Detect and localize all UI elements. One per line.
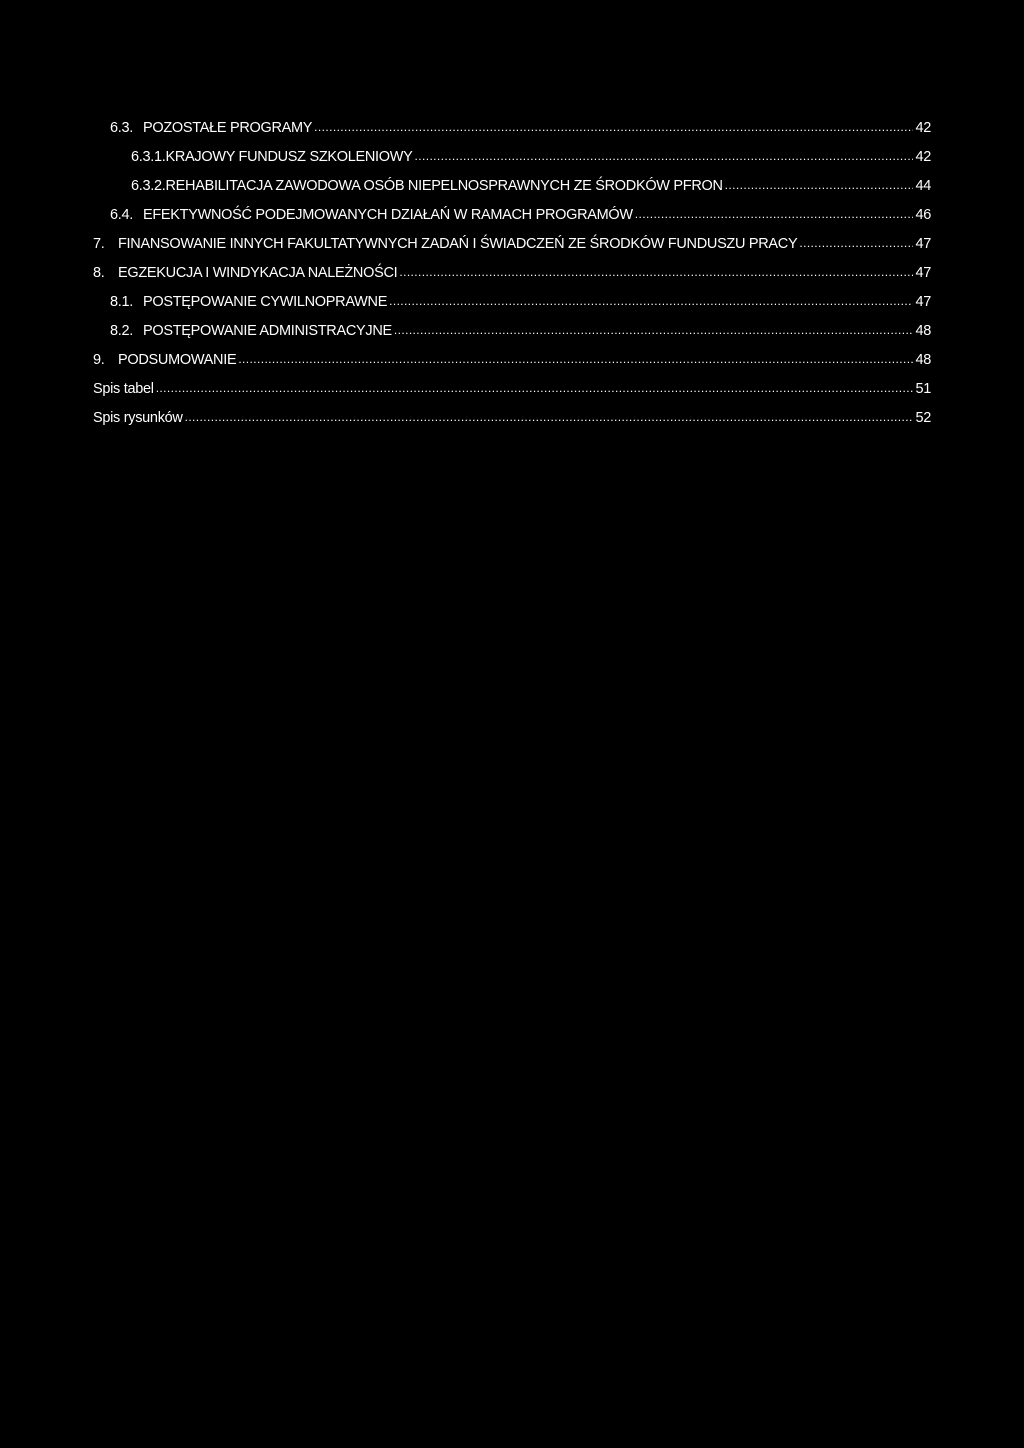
toc-entry-title: POSTĘPOWANIE CYWILNOPRAWNE <box>143 294 388 310</box>
toc-entry-9[interactable] <box>93 352 931 381</box>
toc-entry-spis-tabel[interactable] <box>93 381 931 410</box>
toc-entry-page: 48 <box>915 352 931 368</box>
toc-entry-page: 47 <box>915 236 931 252</box>
toc-entry-page: 48 <box>915 323 931 339</box>
toc-entry-title: POZOSTAŁE PROGRAMY <box>143 120 313 136</box>
toc-entry-page: 51 <box>915 381 931 397</box>
toc-entry-number: 8. <box>93 265 105 281</box>
toc-entry-title: EFEKTYWNOŚĆ PODEJMOWANYCH DZIAŁAŃ W RAMACH PROGRAMÓW <box>143 207 633 223</box>
table-of-contents <box>93 120 931 439</box>
toc-entry-number: 8.2. <box>110 323 133 339</box>
toc-dot-leader <box>394 322 914 338</box>
toc-entry-title: Spis rysunków <box>93 410 183 426</box>
toc-dot-leader <box>725 177 914 193</box>
toc-dot-leader <box>238 351 913 367</box>
toc-dot-leader <box>314 119 913 135</box>
toc-dot-leader <box>415 148 914 164</box>
toc-entry-6-4[interactable] <box>93 207 931 236</box>
toc-entry-number: 7. <box>93 236 105 252</box>
toc-entry-6-3-2[interactable] <box>93 178 931 207</box>
toc-entry-number: 6.3.1. <box>131 149 166 165</box>
toc-dot-leader <box>185 409 914 425</box>
toc-entry-number: 8.1. <box>110 294 133 310</box>
toc-entry-title: Spis tabel <box>93 381 154 397</box>
toc-entry-title: KRAJOWY FUNDUSZ SZKOLENIOWY <box>165 149 413 165</box>
toc-entry-title: REHABILITACJA ZAWODOWA OSÓB NIEPELNOSPRAWNYCH ZE ŚRODKÓW PFRON <box>165 178 723 194</box>
toc-entry-7[interactable] <box>93 236 931 265</box>
toc-entry-page: 46 <box>915 207 931 223</box>
toc-entry-6-3[interactable] <box>93 120 931 149</box>
toc-entry-page: 44 <box>915 178 931 194</box>
toc-entry-8-2[interactable] <box>93 323 931 352</box>
toc-entry-page: 47 <box>915 294 931 310</box>
toc-dot-leader <box>799 235 913 251</box>
toc-dot-leader <box>399 264 913 280</box>
toc-entry-page: 42 <box>915 120 931 136</box>
toc-entry-title: EGZEKUCJA I WINDYKACJA NALEŻNOŚCI <box>118 265 398 281</box>
toc-entry-page: 42 <box>915 149 931 165</box>
toc-entry-number: 6.4. <box>110 207 133 223</box>
toc-entry-6-3-1[interactable] <box>93 149 931 178</box>
toc-dot-leader <box>635 206 914 222</box>
toc-entry-page: 52 <box>915 410 931 426</box>
toc-entry-title: PODSUMOWANIE <box>118 352 237 368</box>
toc-entry-8-1[interactable] <box>93 294 931 323</box>
toc-entry-number: 9. <box>93 352 105 368</box>
toc-entry-title: POSTĘPOWANIE ADMINISTRACYJNE <box>143 323 392 339</box>
toc-entry-page: 47 <box>915 265 931 281</box>
toc-dot-leader <box>156 380 914 396</box>
toc-dot-leader <box>389 293 913 309</box>
toc-entry-number: 6.3.2. <box>131 178 166 194</box>
toc-entry-title: FINANSOWANIE INNYCH FAKULTATYWNYCH ZADAŃ I ŚWIADCZEŃ ZE ŚRODKÓW FUNDUSZU PRACY <box>118 236 798 252</box>
toc-entry-8[interactable] <box>93 265 931 294</box>
toc-entry-spis-rysunkow[interactable] <box>93 410 931 439</box>
toc-entry-number: 6.3. <box>110 120 133 136</box>
